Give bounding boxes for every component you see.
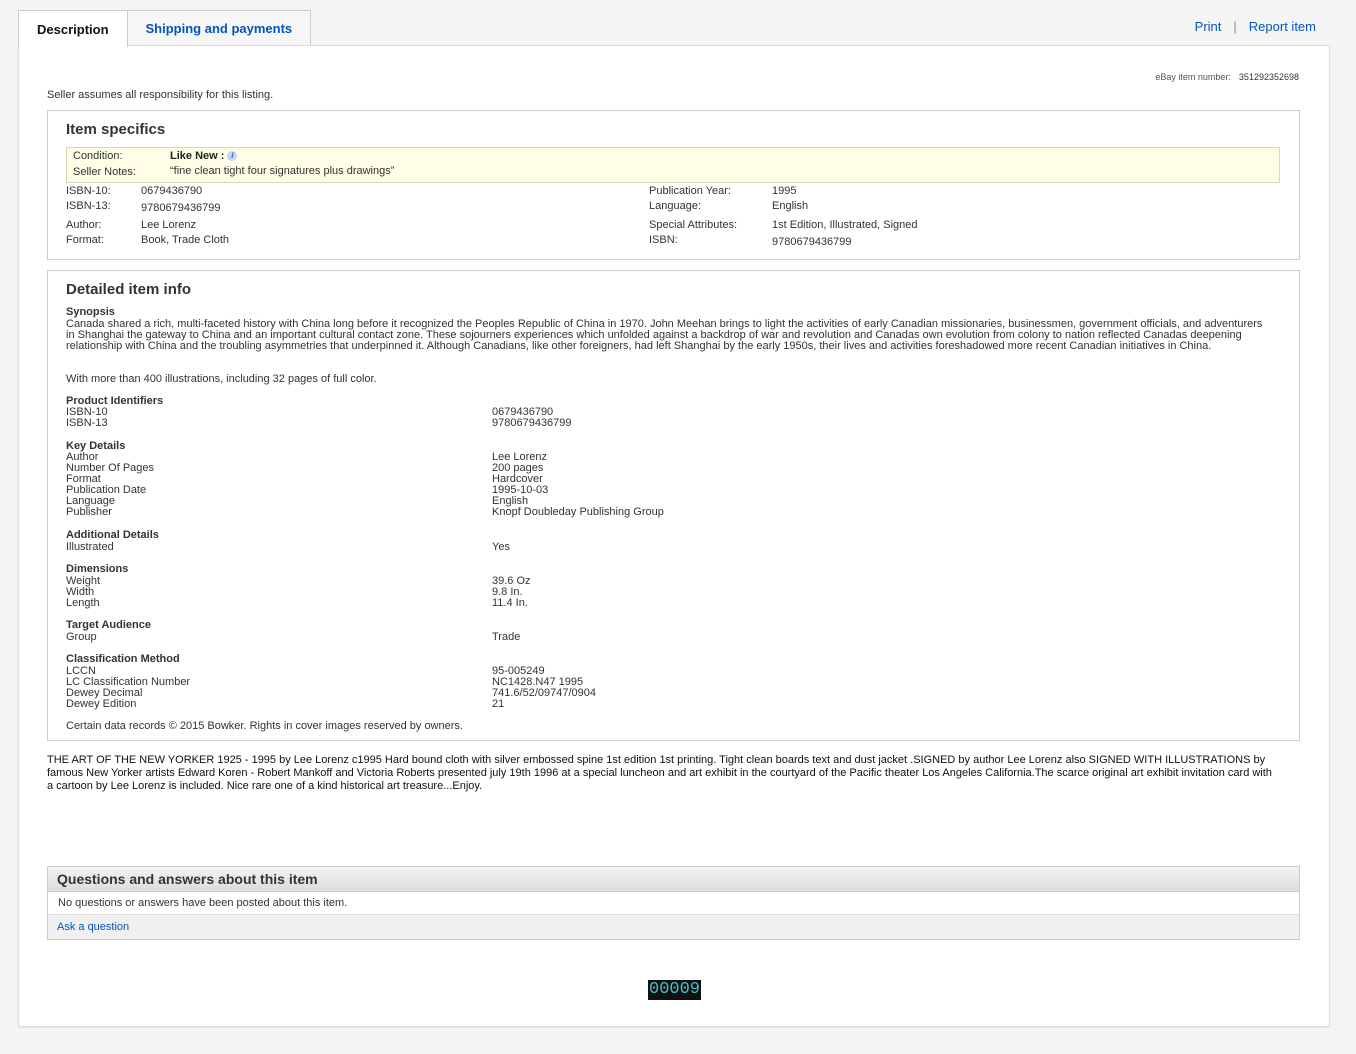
detail-key: Number Of Pages <box>66 462 155 474</box>
detailed-item-info-title: Detailed item info <box>66 281 192 298</box>
synopsis-title: Synopsis <box>66 306 115 318</box>
detail-key: Author <box>66 451 99 463</box>
detailed-item-info-box <box>47 270 1300 741</box>
detail-key: Width <box>66 586 95 598</box>
detail-value: 21 <box>492 698 505 710</box>
spec-label: ISBN: <box>649 234 678 246</box>
tab-description[interactable]: Description <box>18 10 128 47</box>
detail-value: Hardcover <box>492 473 543 485</box>
print-link[interactable]: Print <box>1194 19 1222 34</box>
spec-label: Format: <box>66 234 104 246</box>
detail-value: 95-005249 <box>492 665 545 677</box>
seller-notes-label: Seller Notes: <box>73 166 136 178</box>
detail-value: Yes <box>492 541 510 553</box>
seller-responsibility: Seller assumes all responsibility for this listing. <box>47 89 274 101</box>
questions-answers-box <box>47 866 1300 940</box>
detail-key: Dewey Edition <box>66 698 137 710</box>
info-icon[interactable]: i <box>227 151 237 161</box>
description-panel <box>18 45 1330 1027</box>
item-number-label: eBay item number: <box>1155 72 1231 82</box>
spec-value: 1st Edition, Illustrated, Signed <box>772 219 918 231</box>
condition-value <box>170 150 237 162</box>
detail-value: Knopf Doubleday Publishing Group <box>492 506 664 518</box>
detail-key: Group <box>66 631 97 643</box>
detail-value: 9780679436799 <box>492 417 572 429</box>
condition-box <box>66 147 1280 183</box>
detail-value: NC1428.N47 1995 <box>492 676 584 688</box>
detail-key: Publisher <box>66 506 112 518</box>
detail-key: Weight <box>66 575 101 587</box>
detail-key: Dewey Decimal <box>66 687 143 699</box>
tab-bar <box>18 10 311 46</box>
detail-value: 200 pages <box>492 462 544 474</box>
spec-value: Book, Trade Cloth <box>141 234 230 246</box>
detail-value: 9.8 In. <box>492 586 523 598</box>
item-number-value: 351292352698 <box>1238 72 1299 82</box>
detail-value: 741.6/52/09747/0904 <box>492 687 596 699</box>
item-specifics-title: Item specifics <box>66 121 166 138</box>
qa-title: Questions and answers about this item <box>48 867 1299 892</box>
copyright-note: Certain data records © 2015 Bowker. Rights in cover images reserved by owners. <box>66 720 463 732</box>
detail-key: Language <box>66 495 115 507</box>
section-title-text: Additional Details <box>66 529 159 541</box>
synopsis-text: Canada shared a rich, multi-faceted history with China long before it recognized the Peoples Republic of China in 1970. John Meehan brings to light the activities of early Canadian missionaries, businessmen, government officials, and adventurers in Shanghai the gateway to China and an important cultural contact zone. These sojourners experiences which unfolded against a backdrop of war and revolution and Canadas own evolution from colony to nation reflected Canadas deepening relationship with China and the troubling asymmetries that underpinned it. Although Canadians, like other foreigners, had left Shanghai by the early 1950s, their lives and activities foreshadowed more recent Canadian initiatives in China. <box>66 318 1263 352</box>
detail-value: 39.6 Oz <box>492 575 531 587</box>
condition-label: Condition: <box>73 150 123 162</box>
illustrations-note: With more than 400 illustrations, including 32 pages of full color. <box>66 373 377 385</box>
top-links <box>1195 19 1316 34</box>
seller-description: THE ART OF THE NEW YORKER 1925 - 1995 by Lee Lorenz c1995 Hard bound cloth with silver embossed spine 1st edition 1st printing. Tight clean boards text and dust jacket .SIGNED by author Lee Lorenz also SIGNED WITH ILLUSTRATIONS by famous New Yorker artists Edward Koren - Robert Mankoff and Victoria Roberts presented july 19th 1996 at a special luncheon and art exhibit in the courtyard of the Pacific theater Los Angeles California.The scarce original art exhibit invitation card with a cartoon by Lee Lorenz is included. Nice rare one of a kind historical art treasure...Enjoy. <box>47 754 1272 792</box>
spec-label: ISBN-13: <box>66 200 111 212</box>
spec-value: 0679436790 <box>141 185 203 197</box>
spec-label: Special Attributes: <box>649 219 738 231</box>
spec-value: 9780679436799 <box>772 236 852 248</box>
spec-value: 1995 <box>772 185 797 197</box>
report-item-link[interactable]: Report item <box>1248 19 1316 34</box>
condition-text: Like New : <box>170 150 225 162</box>
section-title-text: Dimensions <box>66 563 129 575</box>
section-title-text: Classification Method <box>66 653 180 665</box>
spec-label: Language: <box>649 200 701 212</box>
detail-key: LC Classification Number <box>66 676 191 688</box>
item-number <box>1155 72 1299 82</box>
section-title-text: Target Audience <box>66 619 151 631</box>
detail-value: 11.4 In. <box>492 597 528 609</box>
section-title-text: Key Details <box>66 440 126 452</box>
spec-label: Author: <box>66 219 102 231</box>
detail-key: ISBN-10 <box>66 406 108 418</box>
detail-value: 0679436790 <box>492 406 554 418</box>
detail-value: English <box>492 495 529 507</box>
seller-notes-value: “fine clean tight four signatures plus drawings” <box>170 165 395 177</box>
detail-key: LCCN <box>66 665 96 677</box>
spec-value: 9780679436799 <box>141 202 221 214</box>
detail-key: ISBN-13 <box>66 417 108 429</box>
item-specifics-box <box>47 110 1300 260</box>
qa-message: No questions or answers have been posted about this item. <box>48 892 1299 915</box>
section-title-text: Product Identifiers <box>66 395 164 407</box>
detail-key: Illustrated <box>66 541 114 553</box>
detail-key: Format <box>66 473 101 485</box>
visit-counter: 00009 <box>649 980 701 999</box>
spec-value: Lee Lorenz <box>141 219 197 231</box>
detail-value: Lee Lorenz <box>492 451 548 463</box>
spec-value: English <box>772 200 809 212</box>
ask-question-link[interactable]: Ask a question <box>48 915 1299 939</box>
detail-value: Trade <box>492 631 521 643</box>
link-separator: | <box>1233 19 1237 34</box>
detail-key: Length <box>66 597 100 609</box>
spec-label: Publication Year: <box>649 185 731 197</box>
detail-value: 1995-10-03 <box>492 484 549 496</box>
tab-shipping-and-payments[interactable]: Shipping and payments <box>128 10 312 45</box>
detail-key: Publication Date <box>66 484 147 496</box>
spec-label: ISBN-10: <box>66 185 111 197</box>
